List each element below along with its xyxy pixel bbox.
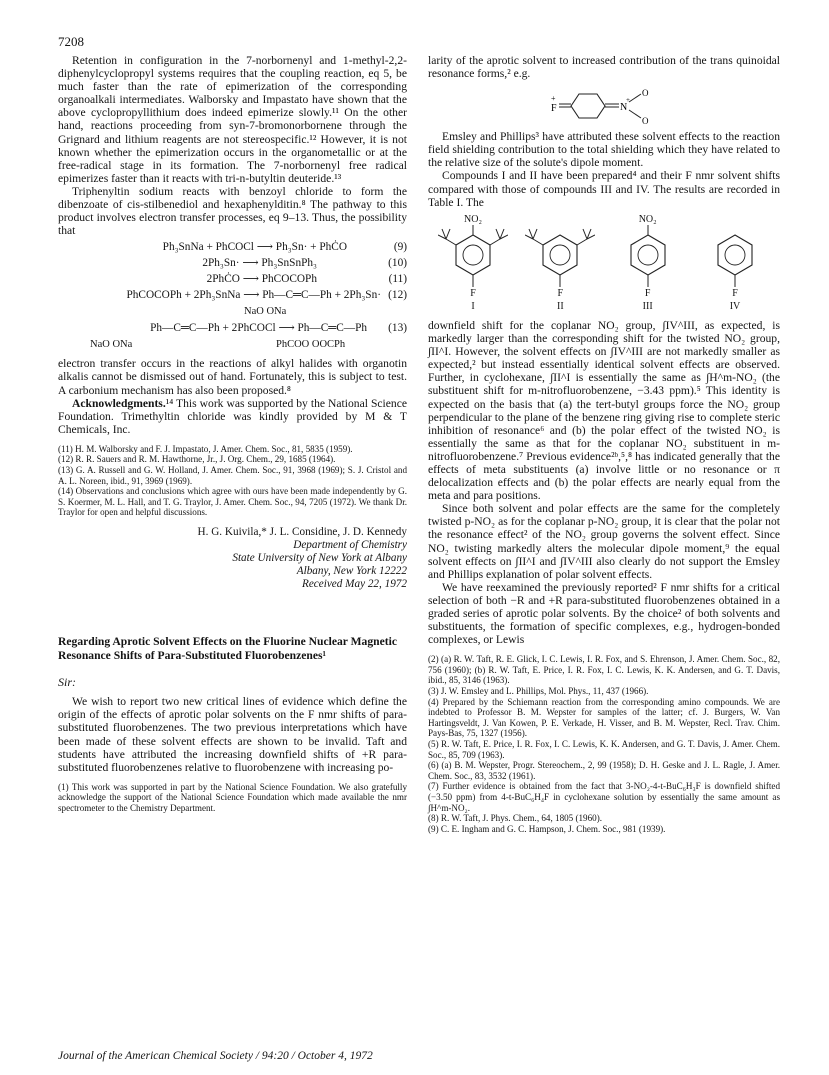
compound-III-structure xyxy=(613,225,683,287)
footnote: (7) Further evidence is obtained from the fact that 3-NO₂-4-t-BuC₆H₃F is downfield shifted (−3.50 ppm) from 4-t-BuC₆H₄F in cyclohexane solution by essentially the same amount as ∫H^m-NO₂. xyxy=(428,781,780,813)
compound-I-structure xyxy=(438,225,508,287)
footnote: (3) J. W. Emsley and L. Phillips, Mol. Phys., 11, 437 (1966). xyxy=(428,686,649,697)
compound-IV-structure xyxy=(700,225,770,287)
equation-13-substituents: NaO ONa PhCOO OOCPh xyxy=(90,339,346,351)
affiliation-university: State University of New York at Albany xyxy=(232,552,407,565)
footnote: (12) R. R. Sauers and R. M. Hawthorne, Jr., J. Org. Chem., 29, 1685 (1964). xyxy=(58,454,336,465)
paragraph: We wish to report two new critical lines of evidence which define the origin of the effects of aprotic polar solvents on the F nmr shifts of para-substituted fluorobenzenes. The two previous interpretations which have been made of these solvent effects are shown to be invalid. Taft and students have attributed the increasing downfield shifts of +R para-substituted fluorobenzenes relative to fluorobenzene with increasing po- xyxy=(58,695,407,774)
compound-II-structure xyxy=(525,225,595,287)
footnote: (6) (a) B. M. Wepster, Progr. Stereochem., 2, 99 (1958); D. H. Geske and J. L. Ragle, J. Amer. Chem. Soc., 83, 3532 (1961). xyxy=(428,760,780,781)
article-title: Regarding Aprotic Solvent Effects on the Fluorine Nuclear Magnetic Resonance Shifts of Para-Substituted Fluorobenzenes¹ xyxy=(58,635,397,662)
footnote: (8) R. W. Taft, J. Phys. Chem., 64, 1805 (1960). xyxy=(428,813,602,824)
right-column xyxy=(428,54,780,834)
footnote: (4) Prepared by the Schiemann reaction from the corresponding amino compounds. We are indebted to Professor B. M. Wepster for samples of the latter; cf. J. Burgers, W. Van Hartingsveldt, J. Van Kowen, P. E. Verkade, H. Visser, and B. M. Wepster, Recl. Trav. Chim. Pays-Bas, 75, 1327 (1956). xyxy=(428,696,780,739)
svg-text:+: + xyxy=(551,94,556,104)
affiliation-address: Albany, New York 12222 xyxy=(296,565,407,578)
equation-9: Ph₃SnNa + PhCOCl ⟶ Ph₃Sn· + PhĊO (9) xyxy=(162,241,407,254)
equation-11: 2PhĊO ⟶ PhCOCOPh (11) xyxy=(206,273,407,286)
footnote: (9) C. E. Ingham and G. C. Hampson, J. Chem. Soc., 981 (1939). xyxy=(428,823,666,834)
footnote: (13) G. A. Russell and G. W. Holland, J. Amer. Chem. Soc., 91, 3968 (1969); S. J. Cristol and A. L. Noreen, ibid., 91, 3969 (1969). xyxy=(58,465,407,486)
authors: H. G. Kuivila,* J. L. Considine, J. D. Kennedy xyxy=(197,526,407,539)
equation-10: 2Ph₃Sn· ⟶ Ph₃SnSnPh₃ (10) xyxy=(202,257,407,270)
paragraph: downfield shift for the coplanar NO₂ group, ∫IV^III, as expected, is markedly larger than the corresponding shift for the twisted NO₂ group, ∫II^I. However, the solvent effects on ∫IV^III are not markedly smaller as expected,² but instead essentially identical solvent effects are observed. Further, in cyclohexane, ∫II^I is essentially the same as ∫H^m-NO₂ (the substituent shift for m-nitrofluorobenzene, −3.43 ppm).⁵ This identity is expected on the basis that (a) the tert-butyl groups force the NO₂ group perpendicular to the plane of the benzene ring giving rise to complete steric inhibition of resonance⁶ and (b) the polar effect of the twisted NO₂ is essentially the same as that for the coplanar NO₂ substituent in m-nitrofluorobenzene.⁷ Previous evidence²ᵇ,⁵,⁸ has indicated generally that the effects of meta substituents (a) involve little or no resonance or π delocalization effects and (b) the polar effects are nearly equal from the meta and para positions. xyxy=(428,318,780,503)
paragraph: Compounds I and II have been prepared⁴ and their F nmr solvent shifts compared with those of compounds III and IV. The results are recorded in Table I. The xyxy=(428,169,780,209)
left-column xyxy=(58,54,407,814)
svg-text:N: N xyxy=(620,102,628,114)
paragraph: larity of the aprotic solvent to increased contribution of the trans quinoidal resonance forms,² e.g. xyxy=(428,54,780,81)
compound-IV: F IV xyxy=(700,213,770,313)
equation-13: Ph—C═C—Ph + 2PhCOCl ⟶ Ph—C═C—Ph (13) xyxy=(150,322,407,335)
compound-I: NO₂ F I xyxy=(438,213,508,313)
journal-footer: Journal of the American Chemical Society / 94:20 / October 4, 1972 xyxy=(58,1050,373,1062)
received-date: Received May 22, 1972 xyxy=(302,578,407,591)
quinoid-structure-drawing xyxy=(549,86,659,126)
footnote: (5) R. W. Taft, E. Price, I. R. Fox, I. C. Lewis, K. K. Andersen, and G. T. Davis, J. Amer. Chem. Soc., 85, 709 (1963). xyxy=(428,739,780,760)
footnote: (1) This work was supported in part by the National Science Foundation. We also gratefully acknowledge the support of the National Science Foundation which made available the nmr spectrometer to the Chemistry Department. xyxy=(58,781,407,813)
acknowledgments: Acknowledgments.¹⁴ This work was supported by the National Science Foundation. Trimethyltin chloride was kindly provided by M & T Chemicals, Inc. xyxy=(58,396,407,436)
svg-text:O: O xyxy=(642,88,649,99)
quinoidal-structure xyxy=(428,86,780,126)
compound-structures xyxy=(428,213,780,313)
page-number: 7208 xyxy=(58,34,84,49)
paragraph: Emsley and Phillips³ have attributed these solvent effects to the reaction field shielding contribution to the total shielding which they have related to the relative size of the solute's dipole moment. xyxy=(428,130,780,170)
paragraph: Since both solvent and polar effects are the same for the completely twisted p-NO₂ as for the coplanar p-NO₂ group, it is clear that the polar not the resonance effect² of the NO₂ group governs the solvent effect. Since NO₂ twisting markedly alters the molecular dipole moment,⁹ the equal solvent effects on ∫II^I and ∫IV^III also clearly do not support the Emsley and Phillips explanation of polar solvent effects. xyxy=(428,502,780,581)
footnote: (2) (a) R. W. Taft, R. E. Glick, I. C. Lewis, I. R. Fox, and S. Ehrenson, J. Amer. Chem. Soc., 82, 756 (1960); (b) R. W. Taft, E. Price, I. R. Fox, I. C. Lewis, K. K. Andersen, and G. T. Davis, ibid., 85, 3146 (1963). xyxy=(428,654,780,686)
affiliation-department: Department of Chemistry xyxy=(293,539,407,552)
equation-12: PhCOCOPh + 2Ph₃SnNa ⟶ Ph—C═C—Ph + 2Ph₃Sn· (12) xyxy=(126,289,407,302)
paragraph: We have reexamined the previously reported² F nmr shifts for a critical selection of both −R and +R para-substituted fluorobenzenes obtained in a graded series of aprotic polar solvents. By the choice² of both solvents and substituents, the formation of specific complexes, e.g., hydrogen-bonded complexes, or Lewis xyxy=(428,580,780,647)
paragraph: electron transfer occurs in the reactions of alkyl halides with organotin alkalis cannot be dismissed out of hand. Fortunately, this is subject to test. A carbonium mechanism has also been proposed.⁸ xyxy=(58,357,407,397)
footnote: (11) H. M. Walborsky and F. J. Impastato, J. Amer. Chem. Soc., 81, 5835 (1959). xyxy=(58,443,353,454)
svg-text:O: O xyxy=(642,116,649,127)
paragraph: Retention in configuration in the 7-norbornenyl and 1-methyl-2,2-diphenylcyclopropyl systems requires that the coupling reaction, eq 5, be much faster than the rate of epimerization of the corresponding organoalkali intermediates. Walborsky and Impastato have shown that the above cyclopropyllithium does indeed epimerize slowly.¹¹ On the other hand, reactions proceeding from syn-7-bromonorbornene through the Grignard and lithium reagents are not stereospecific.¹² However, it is not known whether the epimerization occurs in the organometallic or at the free-radical stage in its formation. The 7-norbornenyl free radical epimerizes faster than it reacts with tri-n-butyltin deuteride.¹³ xyxy=(58,54,407,185)
compound-II: F II xyxy=(525,213,595,313)
salutation: Sir: xyxy=(58,675,76,690)
equation-12-substituents: NaO ONa xyxy=(244,306,287,318)
compound-III: NO₂ F III xyxy=(613,213,683,313)
paragraph: Triphenyltin sodium reacts with benzoyl chloride to form the dibenzoate of cis-stilbenediol and hexaphenylditin.⁸ The pathway to this product involves electron transfer processes, eq 9–13. Thus, the possibility that xyxy=(58,184,407,238)
svg-text:+: + xyxy=(626,96,630,105)
footnote: (14) Observations and conclusions which agree with ours have been made independently by G. S. Koermer, M. L. Hall, and T. G. Traylor, J. Amer. Chem. Soc., 94, 7205 (1972). We thank Dr. Traylor for open and helpful discussions. xyxy=(58,486,407,518)
svg-text:F: F xyxy=(551,103,557,115)
